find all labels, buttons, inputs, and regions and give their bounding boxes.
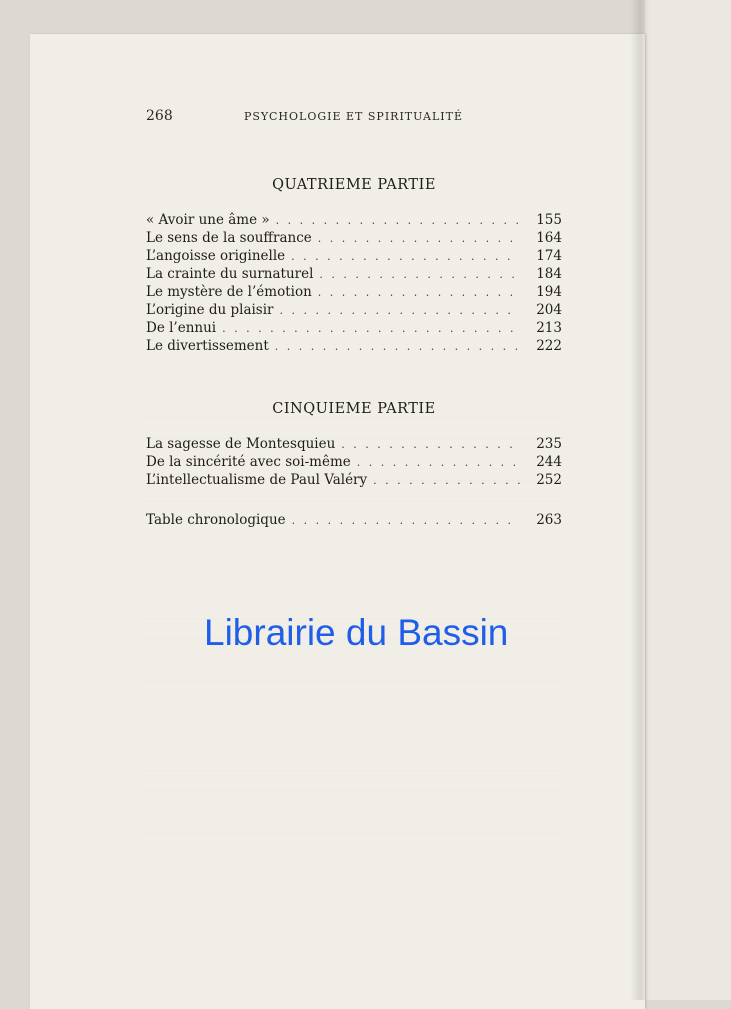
toc-entry-chronology	[146, 512, 562, 530]
leader-dots	[291, 250, 520, 263]
toc-entry	[146, 320, 562, 338]
toc-entry-label: « Avoir une âme »	[146, 212, 270, 228]
page-header	[146, 108, 566, 128]
toc-list-closing	[146, 512, 562, 530]
toc-entry-page: 222	[536, 338, 562, 354]
leader-dots	[276, 214, 520, 227]
toc-entry-page: 263	[536, 512, 562, 528]
toc-entry	[146, 472, 562, 490]
toc-entry-label: Table chronologique	[146, 512, 286, 528]
leader-dots	[318, 286, 520, 299]
leader-dots	[319, 268, 520, 281]
toc-entry-label: Le mystère de l’émotion	[146, 284, 312, 300]
leader-dots	[357, 456, 520, 469]
toc-entry-label: De la sincérité avec soi-même	[146, 454, 351, 470]
toc-entry-page: 235	[536, 436, 562, 452]
part-title-5: CINQUIEME PARTIE	[272, 401, 436, 417]
toc-entry-label: L’origine du plaisir	[146, 302, 274, 318]
toc-entry	[146, 284, 562, 302]
gutter-shadow	[630, 0, 650, 1000]
toc-entry-label: L’intellectualisme de Paul Valéry	[146, 472, 368, 488]
toc-entry-page: 204	[536, 302, 562, 318]
leader-dots	[341, 438, 520, 451]
facing-page	[645, 0, 731, 1000]
leader-dots	[318, 232, 520, 245]
leader-dots	[292, 514, 520, 527]
toc-entry-label: La crainte du surnaturel	[146, 266, 314, 282]
toc-entry	[146, 302, 562, 320]
part-title-4: QUATRIEME PARTIE	[272, 177, 436, 193]
seller-watermark: Librairie du Bassin	[204, 612, 509, 653]
toc-entry-page: 155	[536, 212, 562, 228]
toc-entry	[146, 338, 562, 356]
toc-entry-label: Le sens de la souffrance	[146, 230, 312, 246]
toc-entry	[146, 436, 562, 454]
toc-entry	[146, 212, 562, 230]
toc-entry-page: 174	[536, 248, 562, 264]
toc-entry-page: 213	[536, 320, 562, 336]
leader-dots	[280, 304, 520, 317]
show-through-bottom	[140, 752, 564, 836]
toc-entry	[146, 266, 562, 284]
toc-entry-page: 184	[536, 266, 562, 282]
toc-entry	[146, 230, 562, 248]
toc-entry-label: Le divertissement	[146, 338, 269, 354]
running-title: PSYCHOLOGIE ET SPIRITUALITÉ	[244, 110, 464, 123]
leader-dots	[275, 340, 520, 353]
page-number: 268	[146, 108, 173, 124]
toc-entry-page: 252	[536, 472, 562, 488]
toc-entry	[146, 454, 562, 472]
toc-entry-page: 164	[536, 230, 562, 246]
leader-dots	[373, 474, 520, 487]
toc-entry-label: De l’ennui	[146, 320, 217, 336]
toc-entry-label: La sagesse de Montesquieu	[146, 436, 336, 452]
leader-dots	[222, 322, 520, 335]
toc-entry-label: L’angoisse originelle	[146, 248, 286, 264]
toc-entry	[146, 248, 562, 266]
toc-list-part-5	[146, 436, 562, 490]
toc-list-part-4	[146, 212, 562, 356]
toc-entry-page: 244	[536, 454, 562, 470]
toc-entry-page: 194	[536, 284, 562, 300]
